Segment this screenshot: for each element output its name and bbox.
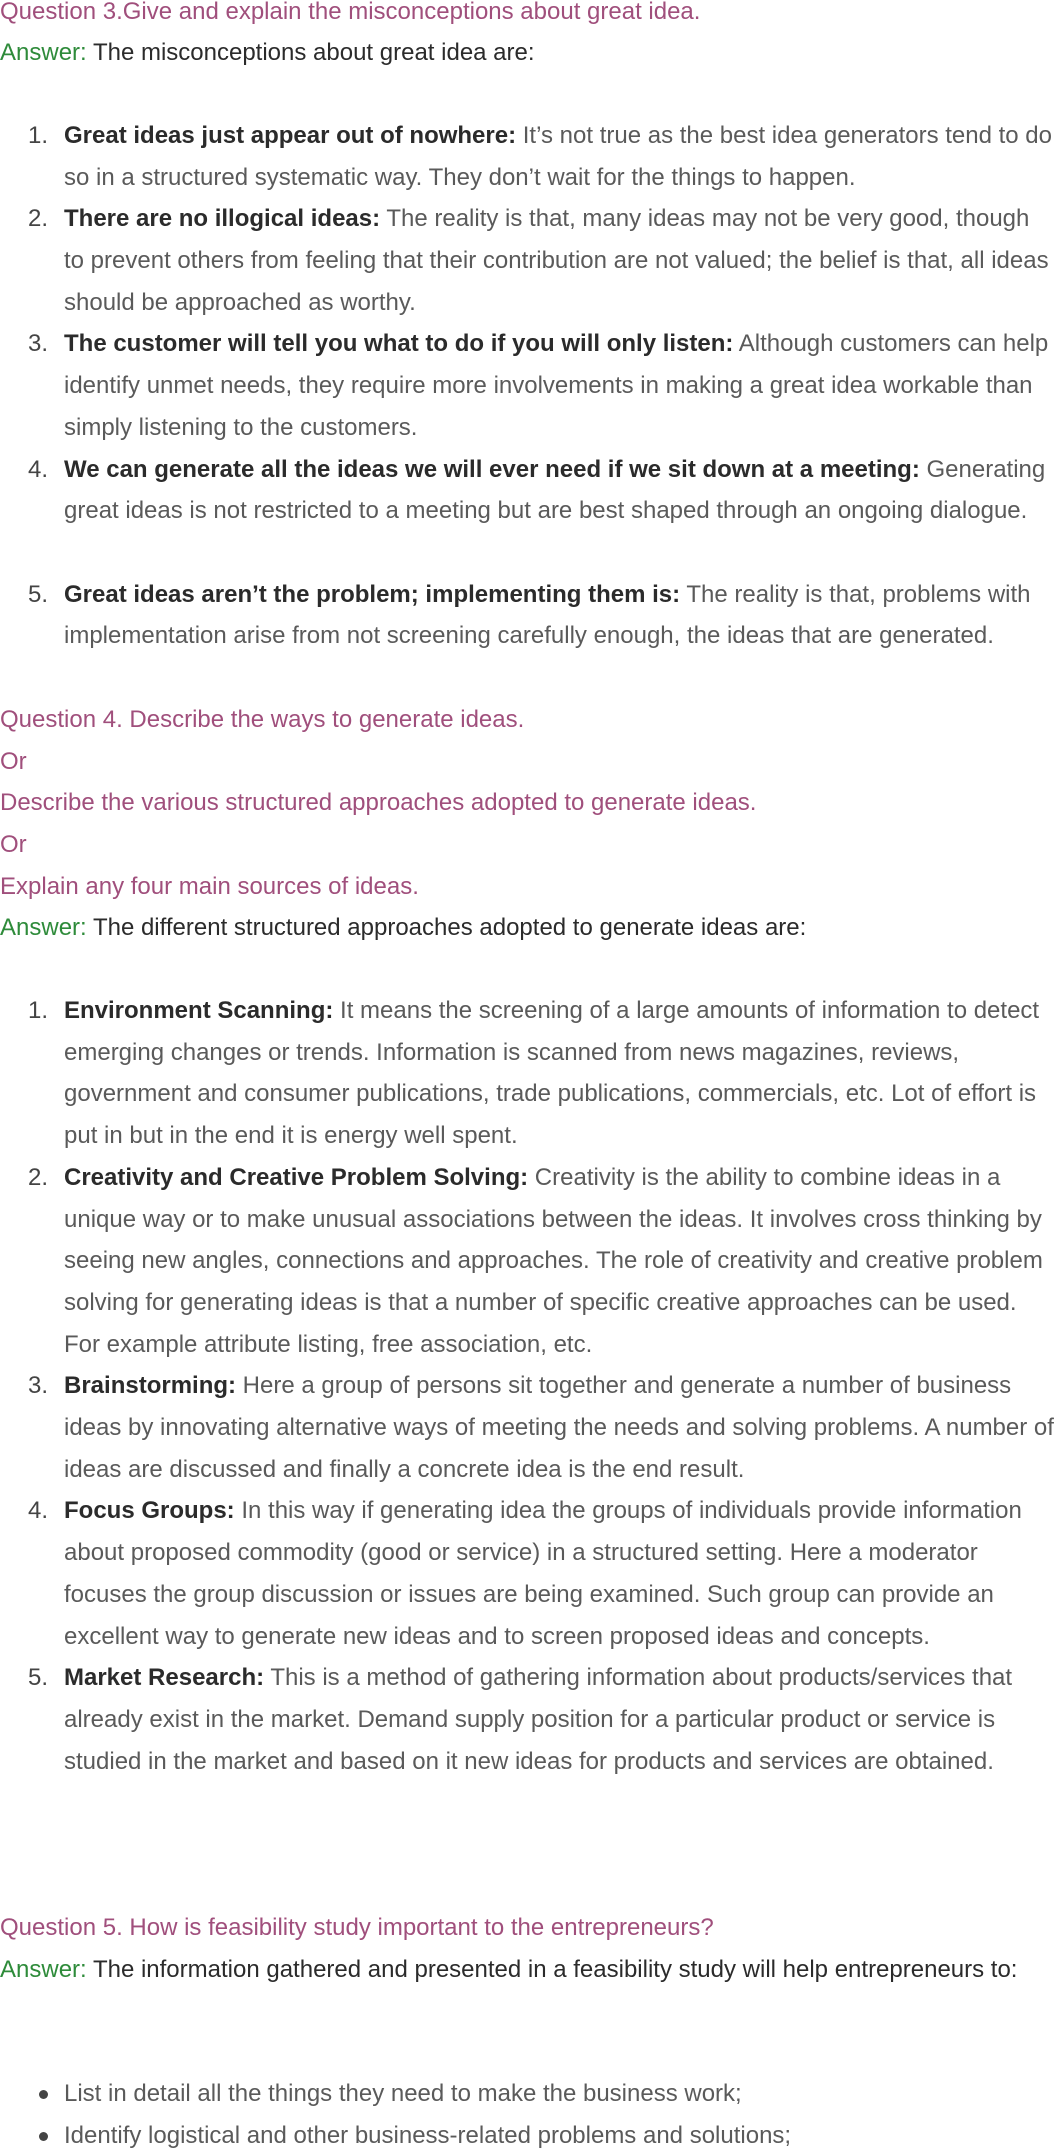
list-item: 3. The customer will tell you what to do if you will only listen: Although customers can help identify unmet needs, they require more involvements in making a great idea workable than simply listening to the customers. bbox=[28, 330, 1049, 441]
or-divider: Or bbox=[0, 748, 27, 775]
question-4-alternative: Explain any four main sources of ideas. bbox=[0, 873, 419, 900]
list-item: 2. There are no illogical ideas: The reality is that, many ideas may not be very good, though to prevent others from feeling that their contribution are not valued; the belief is that, all ideas should be approached as worthy. bbox=[28, 205, 1049, 316]
answer-4-intro bbox=[0, 907, 806, 949]
answer-text: The information gathered and presented in a feasibility study will help entrepreneurs to: bbox=[86, 1956, 1018, 1983]
list-item: 3. Brainstorming: Here a group of persons sit together and generate a number of business ideas by innovating alternative ways of meeting the needs and solving problems. A number of ideas are discussed and finally a concrete idea is the end result. bbox=[28, 1372, 1054, 1483]
answer-3-intro bbox=[0, 32, 535, 74]
misconceptions-list bbox=[0, 115, 1056, 657]
list-item: 1. Environment Scanning: It means the screening of a large amounts of information to detect emerging changes or trends. Information is scanned from news magazines, reviews, government and consumer publications, trade publications, commercials, etc. Lot of effort is put in but in the end it is energy well spent. bbox=[28, 997, 1040, 1150]
list-item: 5. Great ideas aren’t the problem; implementing them is: The reality is that, problems with implementation arise from not screening carefully enough, the ideas that are generated. bbox=[28, 580, 1031, 650]
feasibility-bullets bbox=[0, 2073, 1056, 2156]
list-item: 4. We can generate all the ideas we will ever need if we sit down at a meeting: Generating great ideas is not restricted to a meeting but are best shaped through an ongoing dialogue. bbox=[28, 455, 1046, 525]
list-item: 2. Creativity and Creative Problem Solving: Creativity is the ability to combine ideas in a unique way or to make unusual associations between the ideas. It involves cross thinking by seeing new angles, connections and approaches. The role of creativity and creative problem solving for generating ideas is that a number of specific creative approaches can be used. For example attribute listing, free association, etc. bbox=[28, 1163, 1043, 1358]
or-divider: Or bbox=[0, 831, 27, 858]
answer-label: Answer: bbox=[0, 914, 87, 941]
answer-label: Answer: bbox=[0, 39, 87, 66]
list-item: 5. Market Research: This is a method of gathering information about products/services that already exist in the market. Demand supply position for a particular product or service is studied in the market and based on it new ideas for products and services are obtained. bbox=[28, 1664, 1013, 1775]
list-item: List in detail all the things they need to make the business work; bbox=[0, 2073, 1056, 2115]
list-item: Identify logistical and other business-related problems and solutions; bbox=[0, 2115, 1056, 2156]
question-4-heading: Question 4. Describe the ways to generate ideas. bbox=[0, 706, 525, 733]
question-5-heading: Question 5. How is feasibility study important to the entrepreneurs? bbox=[0, 1914, 714, 1941]
answer-text: The misconceptions about great idea are: bbox=[86, 39, 535, 66]
idea-sources-list bbox=[0, 990, 1056, 1824]
answer-label: Answer: bbox=[0, 1956, 87, 1983]
list-item: 4. Focus Groups: In this way if generating idea the groups of individuals provide information about proposed commodity (good or service) in a structured setting. Here a moderator focuses the group discussion or issues are being examined. Such group can provide an excellent way to generate new ideas and to screen proposed ideas and concepts. bbox=[28, 1497, 1022, 1650]
question-4-alternative: Describe the various structured approaches adopted to generate ideas. bbox=[0, 789, 757, 816]
answer-5-intro bbox=[0, 1949, 1056, 1991]
list-item: 1. Great ideas just appear out of nowhere: It’s not true as the best idea generators tend to do so in a structured systematic way. They don’t wait for the things to happen. bbox=[28, 122, 1053, 191]
answer-text: The different structured approaches adopted to generate ideas are: bbox=[86, 914, 807, 941]
question-3-heading: Question 3.Give and explain the misconceptions about great idea. bbox=[0, 0, 701, 25]
